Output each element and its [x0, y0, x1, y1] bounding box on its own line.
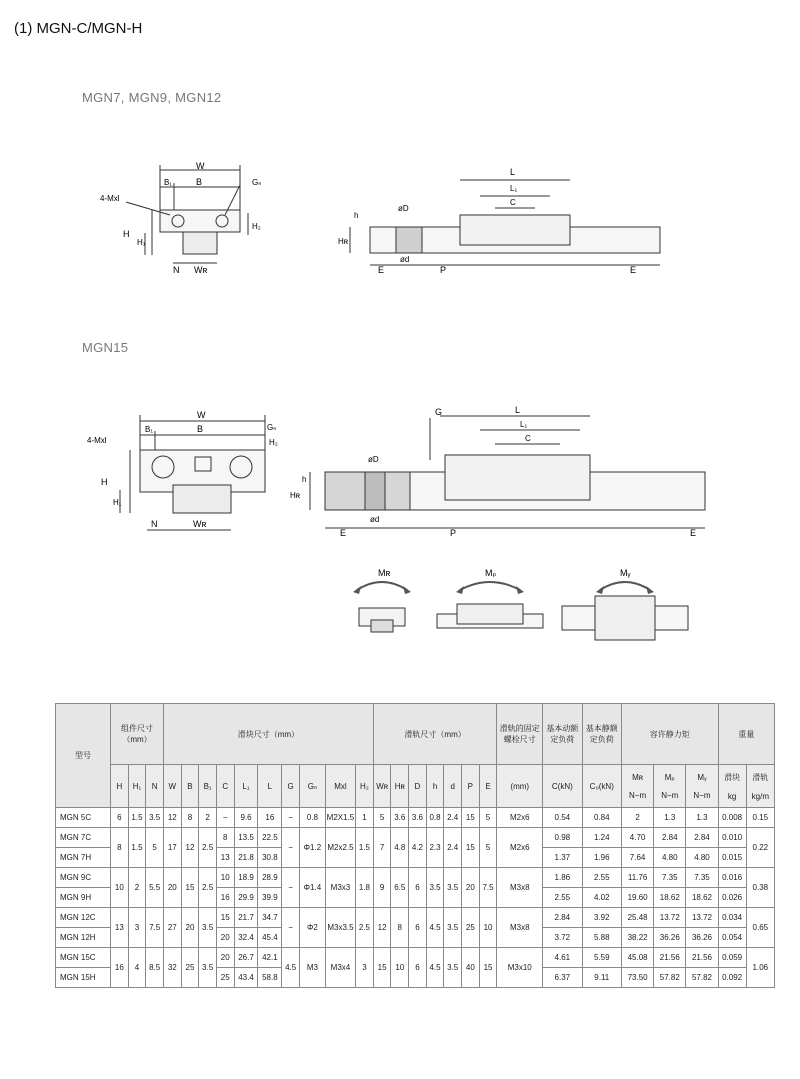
table-cell: Φ1.4: [299, 868, 325, 908]
table-cell: 4.2: [409, 828, 427, 868]
table-cell: 21.8: [234, 848, 258, 868]
col-my: Mᵧ N−m: [686, 765, 718, 808]
table-cell: 15: [462, 828, 480, 868]
table-cell: 12: [164, 808, 182, 828]
label-w: W: [196, 161, 205, 171]
model-cell: MGN 9C: [56, 868, 111, 888]
label-b1-15: B₁: [145, 425, 154, 434]
table-cell: M3x3.5: [325, 908, 355, 948]
table-cell: 4.80: [654, 848, 686, 868]
col-hr: Hʀ: [391, 765, 409, 808]
table-cell: 10: [111, 868, 129, 908]
table-cell: M3x8: [497, 868, 543, 908]
table-cell: M3x4: [325, 948, 355, 988]
table-cell: 4.61: [543, 948, 582, 968]
table-cell: M2X1.5: [325, 808, 355, 828]
dynamic-load-header: 基本动额定负荷: [543, 704, 582, 765]
table-cell: 2.4: [444, 808, 462, 828]
table-cell: 10: [391, 948, 409, 988]
col-h-small: h: [426, 765, 444, 808]
table-cell: 0.016: [718, 868, 746, 888]
table-cell: 3.6: [391, 808, 409, 828]
table-cell: 13: [111, 908, 129, 948]
col-d-small: d: [444, 765, 462, 808]
table-cell: 6: [409, 868, 427, 908]
table-cell: 9.11: [582, 968, 621, 988]
moment-my-diagram: [560, 562, 690, 642]
table-cell: 10: [479, 908, 497, 948]
table-cell: −: [282, 908, 300, 948]
label-l1-15: L₁: [520, 420, 528, 429]
weight-header: 重量: [718, 704, 774, 765]
table-cell: 0.38: [746, 868, 774, 908]
label-gn-15: Gₙ: [267, 423, 277, 432]
table-row: [56, 808, 775, 828]
col-d-large: D: [409, 765, 427, 808]
label-h2: H₂: [252, 222, 261, 231]
table-cell: 15: [462, 808, 480, 828]
table-cell: 5: [373, 808, 391, 828]
table-cell: 21.7: [234, 908, 258, 928]
table-cell: 58.8: [258, 968, 282, 988]
table-cell: 18.62: [654, 888, 686, 908]
table-cell: 21.56: [686, 948, 718, 968]
table-cell: 9.6: [234, 808, 258, 828]
table-cell: 2: [199, 808, 217, 828]
table-cell: 38.22: [622, 928, 654, 948]
col-l: L: [258, 765, 282, 808]
table-cell: 7.35: [654, 868, 686, 888]
table-cell: 12: [181, 828, 199, 868]
table-cell: 2.4: [444, 828, 462, 868]
label-h-small-15: h: [302, 475, 307, 484]
table-cell: 8: [181, 808, 199, 828]
mgn15-side-view-drawing: [290, 400, 750, 540]
table-cell: 1.5: [128, 828, 146, 868]
table-cell: 3.92: [582, 908, 621, 928]
page-heading: (1) MGN-C/MGN-H: [14, 20, 143, 37]
label-phi-d-small: ød: [400, 255, 410, 264]
model-cell: MGN 5C: [56, 808, 111, 828]
table-cell: 5: [479, 808, 497, 828]
moment-mp-diagram: [435, 562, 545, 637]
table-cell: 2: [128, 868, 146, 908]
table-cell: 15: [216, 908, 234, 928]
table-cell: 8.5: [146, 948, 164, 988]
table-cell: M3: [299, 948, 325, 988]
table-cell: 2.5: [199, 868, 217, 908]
table-cell: 7: [373, 828, 391, 868]
table-cell: 4.8: [391, 828, 409, 868]
table-cell: 5.88: [582, 928, 621, 948]
table-cell: 39.9: [258, 888, 282, 908]
table-cell: Φ1.2: [299, 828, 325, 868]
table-cell: 3: [356, 948, 374, 988]
table-cell: 3.6: [409, 808, 427, 828]
col-p: P: [462, 765, 480, 808]
label-mp: Mₚ: [485, 568, 497, 578]
table-cell: 8: [111, 828, 129, 868]
label-l1: L₁: [510, 184, 518, 193]
table-cell: 2.3: [426, 828, 444, 868]
label-hr: Hʀ: [338, 237, 349, 246]
table-cell: 0.54: [543, 808, 582, 828]
label-h1: H₁: [137, 238, 146, 247]
label-n-15: N: [151, 519, 158, 529]
model-cell: MGN 9H: [56, 888, 111, 908]
table-cell: 57.82: [654, 968, 686, 988]
table-cell: 22.5: [258, 828, 282, 848]
table-cell: 3: [128, 908, 146, 948]
table-cell: 4.70: [622, 828, 654, 848]
table-cell: 3.5: [444, 868, 462, 908]
table-cell: 18.9: [234, 868, 258, 888]
mgn7-12-cross-section-drawing: [100, 155, 290, 275]
table-cell: 2.5: [356, 908, 374, 948]
table-cell: 4: [128, 948, 146, 988]
table-cell: 30.8: [258, 848, 282, 868]
label-e-left-15: E: [340, 528, 347, 538]
section-title-mgn15: MGN15: [82, 340, 129, 355]
table-cell: 2.5: [199, 828, 217, 868]
table-cell: 16: [111, 948, 129, 988]
col-c-kn: C(kN): [543, 765, 582, 808]
table-cell: 2.84: [654, 828, 686, 848]
table-cell: 15: [181, 868, 199, 908]
table-cell: 20: [462, 868, 480, 908]
table-cell: M3x8: [497, 908, 543, 948]
col-c0-kn: C₀(kN): [582, 765, 621, 808]
table-cell: 25.48: [622, 908, 654, 928]
model-cell: MGN 12H: [56, 928, 111, 948]
static-load-header: 基本静额定负荷: [582, 704, 621, 765]
table-cell: 36.26: [654, 928, 686, 948]
table-cell: 15: [479, 948, 497, 988]
table-cell: 0.010: [718, 828, 746, 848]
table-cell: 28.9: [258, 868, 282, 888]
label-h1-15: H₁: [113, 498, 122, 507]
model-cell: MGN 15H: [56, 968, 111, 988]
table-cell: 18.62: [686, 888, 718, 908]
label-e-right-15: E: [690, 528, 697, 538]
label-phi-d-small-15: ød: [370, 515, 380, 524]
table-cell: 6: [409, 948, 427, 988]
section-title-mgn7-12: MGN7, MGN9, MGN12: [82, 90, 222, 105]
label-b: B: [196, 177, 203, 187]
table-cell: 0.008: [718, 808, 746, 828]
table-cell: 20: [181, 908, 199, 948]
table-cell: 40: [462, 948, 480, 988]
table-cell: 6.5: [391, 868, 409, 908]
table-cell: 0.026: [718, 888, 746, 908]
table-cell: 20: [216, 948, 234, 968]
table-cell: 34.7: [258, 908, 282, 928]
table-cell: 36.26: [686, 928, 718, 948]
label-h2-15: H₂: [269, 438, 278, 447]
table-cell: 26.7: [234, 948, 258, 968]
col-c: C: [216, 765, 234, 808]
label-p-15: P: [450, 528, 457, 538]
table-cell: 6: [409, 908, 427, 948]
table-cell: 2: [622, 808, 654, 828]
table-cell: 0.8: [426, 808, 444, 828]
table-cell: −: [216, 808, 234, 828]
table-cell: 3.5: [199, 948, 217, 988]
table-cell: 8: [216, 828, 234, 848]
table-cell: 20: [216, 928, 234, 948]
label-b-15: B: [197, 424, 204, 434]
table-cell: 2.55: [543, 888, 582, 908]
table-cell: 4.5: [282, 948, 300, 988]
table-cell: M3x10: [497, 948, 543, 988]
label-wr: Wʀ: [194, 265, 208, 275]
rail-size-header: 滑轨尺寸（mm）: [373, 704, 497, 765]
col-h2: H₂: [356, 765, 374, 808]
table-cell: 27: [164, 908, 182, 948]
label-n: N: [173, 265, 180, 275]
mgn7-12-side-view-drawing: [330, 160, 670, 280]
table-cell: 25: [181, 948, 199, 988]
table-cell: 5: [479, 828, 497, 868]
table-cell: 4.5: [426, 948, 444, 988]
table-cell: 57.82: [686, 968, 718, 988]
col-mxl: Mxl: [325, 765, 355, 808]
label-hr-15: Hʀ: [290, 491, 301, 500]
table-cell: 15: [373, 948, 391, 988]
label-wr-15: Wʀ: [193, 519, 207, 529]
table-cell: 1.37: [543, 848, 582, 868]
label-w-15: W: [197, 410, 206, 420]
col-b: B: [181, 765, 199, 808]
table-cell: 0.8: [299, 808, 325, 828]
table-cell: 0.059: [718, 948, 746, 968]
table-cell: 0.22: [746, 828, 774, 868]
table-cell: 16: [258, 808, 282, 828]
table-cell: 16: [216, 888, 234, 908]
table-cell: 17: [164, 828, 182, 868]
label-mr: Mʀ: [378, 568, 391, 578]
moment-header: 容许静力矩: [622, 704, 719, 765]
table-cell: 3.72: [543, 928, 582, 948]
table-cell: 20: [164, 868, 182, 908]
label-e-right: E: [630, 265, 637, 275]
table-cell: 45.4: [258, 928, 282, 948]
col-rail-kgm: 滑轨 kg/m: [746, 765, 774, 808]
table-cell: 2.84: [543, 908, 582, 928]
table-cell: 10: [216, 868, 234, 888]
table-cell: 11.76: [622, 868, 654, 888]
table-row: [56, 868, 775, 888]
table-cell: 0.034: [718, 908, 746, 928]
label-l-15: L: [515, 405, 521, 415]
table-cell: 7.64: [622, 848, 654, 868]
table-cell: 29.9: [234, 888, 258, 908]
col-g: G: [282, 765, 300, 808]
model-cell: MGN 12C: [56, 908, 111, 928]
table-cell: 3.5: [426, 868, 444, 908]
table-cell: 3.5: [444, 908, 462, 948]
table-cell: 2.55: [582, 868, 621, 888]
col-w: W: [164, 765, 182, 808]
table-cell: 12: [373, 908, 391, 948]
table-cell: 25: [462, 908, 480, 948]
model-cell: MGN 7C: [56, 828, 111, 848]
label-h: H: [123, 229, 130, 239]
table-cell: M2x2.5: [325, 828, 355, 868]
table-cell: 0.015: [718, 848, 746, 868]
table-cell: 13.72: [654, 908, 686, 928]
col-wr: Wʀ: [373, 765, 391, 808]
moment-mr-diagram: [345, 562, 420, 637]
table-cell: 0.65: [746, 908, 774, 948]
label-phi-d-large-15: øD: [368, 455, 379, 464]
model-header: 型号: [56, 704, 111, 808]
label-my: Mᵧ: [620, 568, 631, 578]
table-cell: 32: [164, 948, 182, 988]
table-cell: 1.8: [356, 868, 374, 908]
table-cell: 13.72: [686, 908, 718, 928]
table-cell: 25: [216, 968, 234, 988]
table-cell: −: [282, 828, 300, 868]
table-cell: 1.3: [654, 808, 686, 828]
table-cell: 2.84: [686, 828, 718, 848]
table-cell: 8: [391, 908, 409, 948]
table-cell: 5: [146, 828, 164, 868]
col-h: H: [111, 765, 129, 808]
table-cell: 43.4: [234, 968, 258, 988]
table-cell: 3.5: [146, 808, 164, 828]
table-cell: 1.96: [582, 848, 621, 868]
table-cell: 6: [111, 808, 129, 828]
table-cell: 1.06: [746, 948, 774, 988]
table-cell: 4.5: [426, 908, 444, 948]
table-cell: 7.5: [146, 908, 164, 948]
label-g-15: G: [435, 407, 443, 417]
table-cell: 32.4: [234, 928, 258, 948]
label-c-15: C: [525, 434, 531, 443]
table-cell: −: [282, 808, 300, 828]
table-cell: 6.37: [543, 968, 582, 988]
col-l1: L₁: [234, 765, 258, 808]
col-mp: Mₚ N−m: [654, 765, 686, 808]
table-cell: 1.24: [582, 828, 621, 848]
table-cell: 19.60: [622, 888, 654, 908]
table-cell: 5.59: [582, 948, 621, 968]
label-e-left: E: [378, 265, 385, 275]
table-cell: Φ2: [299, 908, 325, 948]
table-cell: 1.3: [686, 808, 718, 828]
table-cell: 7.35: [686, 868, 718, 888]
table-cell: 4.02: [582, 888, 621, 908]
table-cell: 0.054: [718, 928, 746, 948]
table-cell: 73.50: [622, 968, 654, 988]
table-row: [56, 908, 775, 928]
table-cell: 1.5: [128, 808, 146, 828]
label-4mxl-15: 4-Mxl: [87, 436, 107, 445]
table-cell: M3x3: [325, 868, 355, 908]
col-gn: Gₙ: [299, 765, 325, 808]
model-cell: MGN 15C: [56, 948, 111, 968]
col-block-kg: 滑块 kg: [718, 765, 746, 808]
col-e: E: [479, 765, 497, 808]
table-cell: 45.08: [622, 948, 654, 968]
label-b1: B₁: [164, 178, 173, 187]
table-cell: 0.092: [718, 968, 746, 988]
label-h-15: H: [101, 477, 108, 487]
table-cell: 0.15: [746, 808, 774, 828]
table-cell: 42.1: [258, 948, 282, 968]
table-cell: 4.80: [686, 848, 718, 868]
table-cell: 9: [373, 868, 391, 908]
col-h1: H₁: [128, 765, 146, 808]
table-cell: 3.5: [199, 908, 217, 948]
table-cell: −: [282, 868, 300, 908]
mgn15-cross-section-drawing: [85, 405, 285, 540]
table-cell: 1.5: [356, 828, 374, 868]
col-b1: B₁: [199, 765, 217, 808]
table-cell: M2x6: [497, 828, 543, 868]
label-gn: Gₙ: [252, 178, 262, 187]
rail-bolt-header: 滑轨的固定螺栓尺寸: [497, 704, 543, 765]
label-h-small: h: [354, 211, 359, 220]
col-bolt-unit: (mm): [497, 765, 543, 808]
col-n: N: [146, 765, 164, 808]
label-4mxl: 4-Mxl: [100, 194, 120, 203]
col-mr: Mʀ N−m: [622, 765, 654, 808]
table-cell: 1: [356, 808, 374, 828]
table-cell: 0.98: [543, 828, 582, 848]
label-phi-d-large: øD: [398, 204, 409, 213]
block-size-header: 滑块尺寸（mm）: [164, 704, 374, 765]
table-cell: 0.84: [582, 808, 621, 828]
table-cell: 7.5: [479, 868, 497, 908]
specification-table: [55, 703, 775, 988]
table-cell: 3.5: [444, 948, 462, 988]
label-l: L: [510, 167, 516, 177]
label-c: C: [510, 198, 516, 207]
table-row: [56, 948, 775, 968]
table-cell: M2x6: [497, 808, 543, 828]
table-cell: 21.56: [654, 948, 686, 968]
label-p: P: [440, 265, 447, 275]
table-row: [56, 828, 775, 848]
table-cell: 13: [216, 848, 234, 868]
assembly-size-header: 组件尺寸（mm）: [111, 704, 164, 765]
table-cell: 5.5: [146, 868, 164, 908]
table-cell: 1.86: [543, 868, 582, 888]
model-cell: MGN 7H: [56, 848, 111, 868]
table-cell: 13.5: [234, 828, 258, 848]
